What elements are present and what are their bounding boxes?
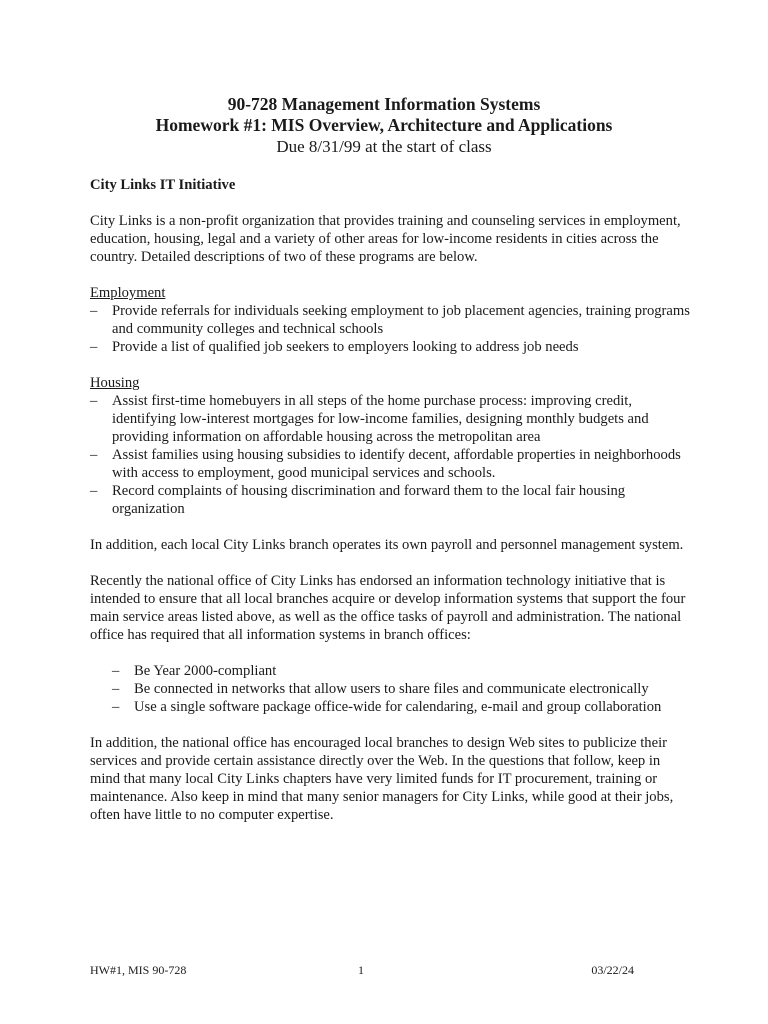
dash-bullet: – [112,681,120,697]
dash-bullet: – [90,339,98,355]
list-item-text: Provide a list of qualified job seekers to employers looking to address job needs [112,339,579,355]
page-number: 1 [358,963,364,977]
list-item-text: Provide referrals for individuals seeking employment to job placement agencies, training programs and community colleges and technical schools [112,303,690,337]
employment-heading: Employment [90,285,166,301]
list-item-text: Assist first-time homebuyers in all steps of the home purchase process: improving credit, identifying low-interest mortgages for low-income families, designing monthly budgets and providing information on affordable housing across the metropolitan area [112,393,649,445]
footer-course: HW#1, MIS 90-728 [90,963,187,977]
list-item [112,662,690,680]
list-item [90,338,690,356]
dash-bullet: – [112,699,120,715]
section-title: City Links IT Initiative [90,177,236,193]
dash-bullet: – [90,303,98,319]
requirements-list [90,662,690,716]
housing-list [90,392,690,518]
dash-bullet: – [90,393,98,409]
list-item [90,392,690,446]
list-item-text: Be connected in networks that allow users to share files and communicate electronically [134,681,649,697]
list-item [90,482,690,518]
payroll-paragraph: In addition, each local City Links branch operates its own payroll and personnel management system. [90,537,684,553]
web-paragraph: In addition, the national office has encouraged local branches to design Web sites to publicize their services and provide certain assistance directly over the Web. In the questions that follow, keep in mind that many local City Links chapters have very limited funds for IT procurement, training or maintenance. Also keep in mind that many senior managers for City Links, while good at their jobs, often have little to no computer expertise. [90,735,674,823]
dash-bullet: – [112,663,120,679]
list-item-text: Record complaints of housing discrimination and forward them to the local fair housing organization [112,483,626,517]
due-date: Due 8/31/99 at the start of class [276,137,492,156]
list-item [90,446,690,482]
list-item-text: Be Year 2000-compliant [134,663,277,679]
course-title: 90-728 Management Information Systems [227,94,541,114]
employment-list [90,302,690,356]
homework-title: Homework #1: MIS Overview, Architecture and Applications [155,115,613,135]
intro-paragraph: City Links is a non-profit organization that provides training and counseling services in employment, education, housing, legal and a variety of other areas for low-income residents in cities across the country. Detailed descriptions of two of these programs are below. [90,213,681,265]
list-item [90,302,690,338]
list-item-text: Use a single software package office-wide for calendaring, e-mail and group collaboration [134,699,662,715]
list-item-text: Assist families using housing subsidies to identify decent, affordable properties in neighborhoods with access to employment, good municipal services and schools. [112,447,681,481]
footer-date: 03/22/24 [591,963,634,977]
dash-bullet: – [90,483,98,499]
list-item [112,698,690,716]
dash-bullet: – [90,447,98,463]
document-header [0,94,768,157]
initiative-paragraph: Recently the national office of City Links has endorsed an information technology initiative that is intended to ensure that all local branches acquire or develop information systems that support the four main service areas listed above, as well as the office tasks of payroll and administration. The national office has required that all information systems in branch offices: [90,573,686,643]
housing-heading: Housing [90,375,140,391]
list-item [112,680,690,698]
document-body [90,176,690,842]
